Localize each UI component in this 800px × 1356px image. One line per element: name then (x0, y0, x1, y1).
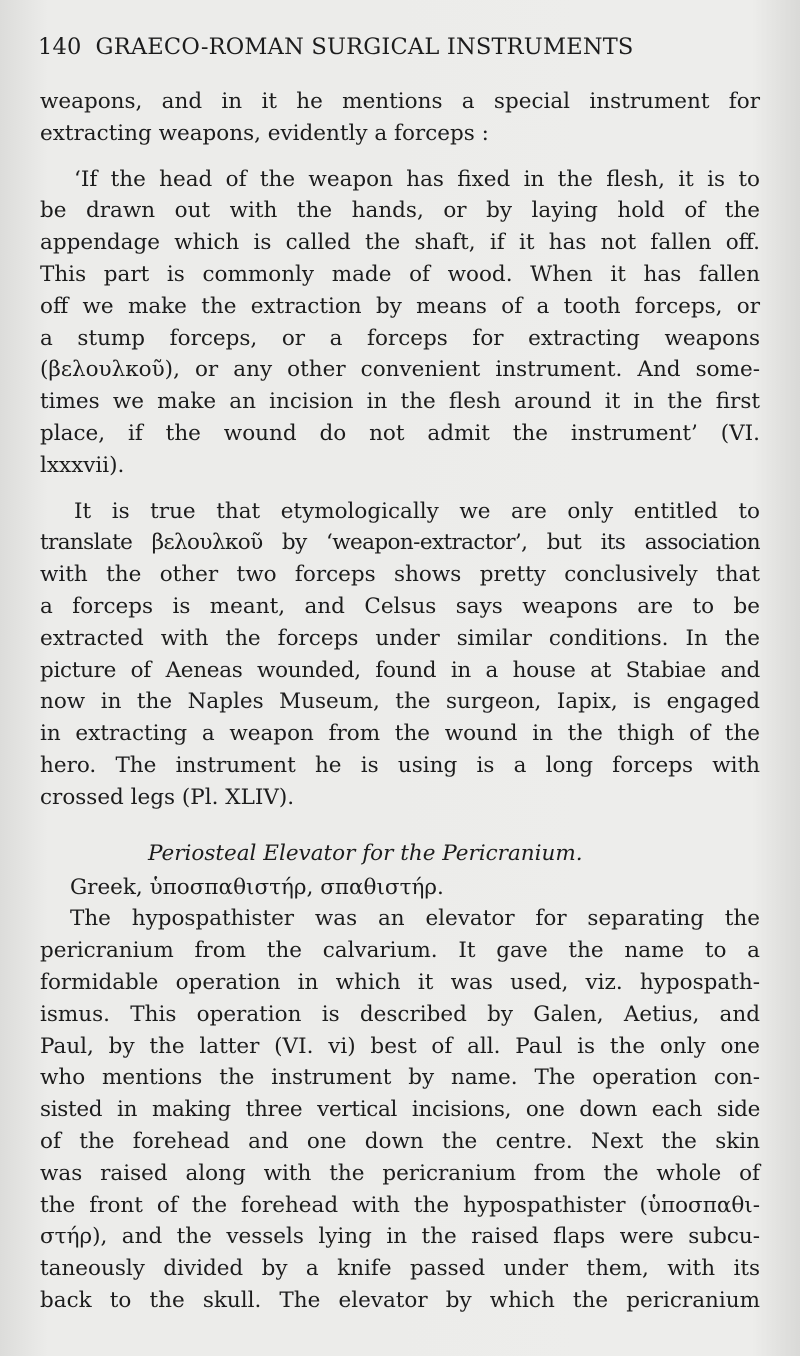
text-line: place, if the wound do not admit the instrument’ (VI. (40, 420, 760, 446)
text-line: translate βελουλκοῦ by ‘weapon-extractor’, but its association (40, 530, 760, 556)
greek-synonyms: Greek, ὑποσπαθιστήρ, σπαθιστήρ. (70, 874, 444, 900)
text-line: picture of Aeneas wounded, found in a house at Stabiae and (40, 657, 760, 683)
text-line: times we make an incision in the flesh around it in the first (40, 389, 760, 415)
text-line: in extracting a weapon from the wound in the thigh of the (40, 721, 760, 747)
paragraph-1 (40, 86, 760, 150)
paragraph-2-quotation (40, 164, 760, 482)
text-line: appendage which is called the shaft, if it has not fallen off. (40, 230, 760, 256)
text-line: who mentions the instrument by name. The operation con- (40, 1065, 760, 1091)
running-header (38, 34, 758, 70)
text-line: formidable operation in which it was used, viz. hypospath- (40, 969, 760, 995)
text-line: pericranium from the calvarium. It gave the name to a (40, 938, 760, 964)
page-number: 140 (38, 34, 82, 60)
text-line: weapons, and in it he mentions a special instrument for (40, 89, 760, 114)
running-title: GRAECO-ROMAN SURGICAL INSTRUMENTS (95, 34, 634, 60)
text-line: ‘If the head of the weapon has fixed in the flesh, it is to (74, 166, 760, 192)
text-line: extracting weapons, evidently a forceps : (40, 120, 489, 146)
text-line: This part is commonly made of wood. When it has fallen (40, 261, 760, 287)
text-line: στήρ), and the vessels lying in the raised flaps were subcu- (40, 1224, 760, 1250)
text-line: crossed legs (Pl. XLIV). (40, 784, 295, 810)
text-line: a stump forceps, or a forceps for extracting weapons (40, 325, 760, 351)
text-line: (βελουλκοῦ), or any other convenient instrument. And some- (40, 357, 760, 383)
text-line: It is true that etymologically we are only entitled to (74, 498, 760, 524)
text-line: back to the skull. The elevator by which the pericranium (40, 1287, 760, 1313)
text-line: of the forehead and one down the centre. Next the skin (40, 1128, 760, 1154)
text-line: with the other two forceps shows pretty conclusively that (40, 562, 760, 588)
text-line: now in the Naples Museum, the surgeon, Iapix, is engaged (40, 689, 760, 715)
text-line: be drawn out with the hands, or by laying hold of the (40, 198, 760, 224)
text-line: the front of the forehead with the hypospathister (ὑποσπαθι- (40, 1192, 760, 1218)
paragraph-4 (40, 903, 760, 1316)
text-line: ismus. This operation is described by Galen, Aetius, and (40, 1001, 760, 1027)
paragraph-3 (40, 496, 760, 814)
text-line: was raised along with the pericranium from the whole of (40, 1160, 760, 1186)
text-line: The hypospathister was an elevator for separating the (70, 906, 760, 932)
text-line: lxxxvii). (40, 452, 125, 478)
text-line: Paul, by the latter (VI. vi) best of all. Paul is the only one (40, 1033, 760, 1059)
body-text (40, 86, 760, 1317)
text-line: extracted with the forceps under similar conditions. In the (40, 625, 760, 651)
text-line: hero. The instrument he is using is a long forceps with (40, 752, 760, 778)
text-line: taneously divided by a knife passed under them, with its (40, 1256, 760, 1282)
text-line: a forceps is meant, and Celsus says weapons are to be (40, 593, 760, 619)
section-heading: Periosteal Elevator for the Pericranium. (148, 840, 583, 866)
text-line: sisted in making three vertical incisions, one down each side (40, 1097, 760, 1123)
text-line: off we make the extraction by means of a tooth forceps, or (40, 293, 760, 319)
